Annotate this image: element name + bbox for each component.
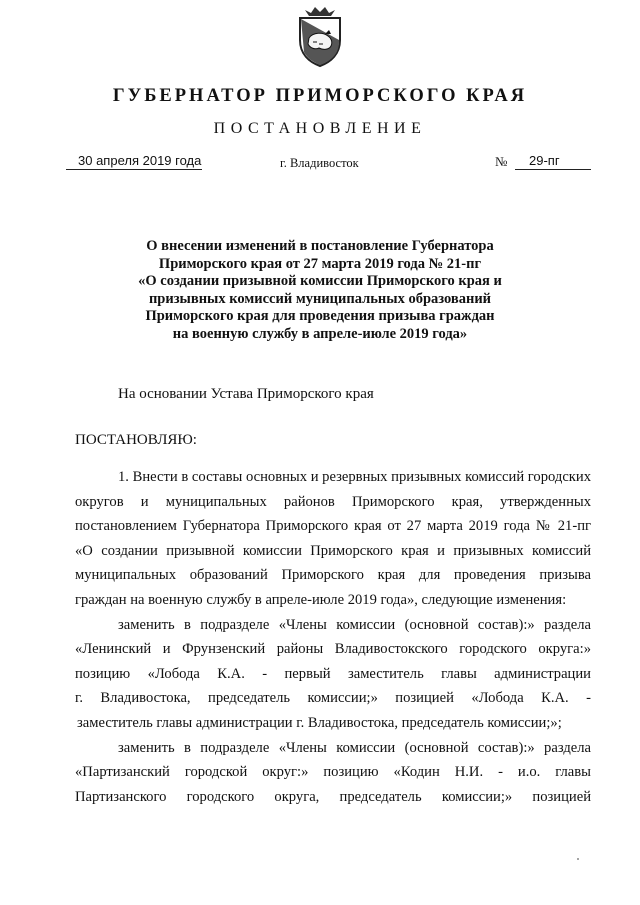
body-line: округов и муниципальных районов Приморского края, утвержденных — [75, 493, 591, 510]
document-number: 29-пг — [515, 152, 591, 170]
document-body — [75, 465, 591, 809]
body-line: граждан на военную службу в апреле-июле 2019 года», следующие изменения: — [75, 591, 567, 608]
document-date: 30 апреля 2019 года — [66, 152, 202, 170]
subject-line: призывных комиссий муниципальных образований — [148, 290, 492, 307]
body-line: 1. Внести в составы основных и резервных призывных комиссий городских — [118, 469, 591, 485]
legal-basis: На основании Устава Приморского края — [118, 386, 374, 402]
scan-speck — [577, 858, 579, 860]
number-label: № — [495, 154, 508, 169]
subject-line: «О создании призывной комиссии Приморского края и — [138, 273, 502, 289]
issuer-title: ГУБЕРНАТОР ПРИМОРСКОГО КРАЯ — [112, 86, 528, 106]
subject-line: О внесении изменений в постановление Губернатора — [146, 238, 494, 254]
body-line: заменить в подразделе «Члены комиссии (основной состав):» раздела — [118, 616, 591, 633]
subject-line: Приморского края от 27 марта 2019 года № 21-пг — [158, 255, 482, 272]
body-line: г. Владивостока, председатель комиссии;» позицией «Лобода К.А. - — [75, 690, 591, 707]
body-line: «Ленинский и Фрунзенский районы Владивостокского городского округа:» — [75, 641, 591, 658]
subject-line: на военную службу в апреле-июле 2019 года» — [172, 325, 468, 342]
document-type: ПОСТАНОВЛЕНИЕ — [213, 120, 427, 137]
body-line: заменить в подразделе «Члены комиссии (основной состав):» раздела — [118, 739, 591, 756]
body-line: Партизанского городского округа, председатель комиссии;» позицией — [75, 788, 591, 805]
document-subject — [120, 238, 520, 343]
decree-word: ПОСТАНОВЛЯЮ: — [75, 432, 197, 448]
subject-line: Приморского края для проведения призыва граждан — [145, 308, 495, 324]
body-line: муниципальных образований Приморского края для проведения призыва — [75, 567, 591, 584]
body-line: «Партизанский городской округ:» позицию «Кодин Н.И. - и.о. главы — [75, 764, 591, 781]
body-line: постановлением Губернатора Приморского края от 27 марта 2019 года № 21-пг — [75, 518, 591, 535]
body-line: заместитель главы администрации г. Владивостока, председатель комиссии;»; — [77, 714, 562, 731]
body-line: позицию «Лобода К.А. - первый заместитель главы администрации — [75, 665, 591, 682]
primorsky-coat-of-arms-icon — [295, 6, 345, 68]
document-city: г. Владивосток — [280, 156, 359, 170]
body-line: «О создании призывной комиссии Приморского края и призывных комиссий — [75, 542, 591, 559]
